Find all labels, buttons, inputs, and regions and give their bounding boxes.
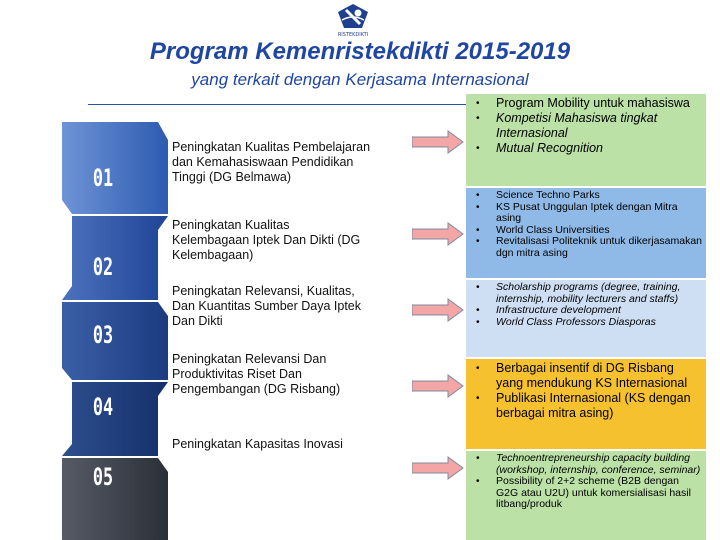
list-item: • Technoentrepreneurship capacity building (workshop, internship, conference, seminar) <box>472 453 702 476</box>
list-item: • Scholarship programs (degree, training, internship, mobility lecturers and staffs) <box>472 282 702 305</box>
cooperation-box-05 <box>466 451 706 540</box>
list-item: • Possibility of 2+2 scheme (B2B dengan G2G atau U2U) untuk komersialisasi hasil litbang/produk <box>472 476 702 511</box>
program-text-05: Peningkatan Kapasitas Inovasi <box>172 437 343 451</box>
logo-caption: RISTEKDIKTI <box>337 32 369 38</box>
connector-arrow-icon <box>412 222 464 246</box>
connector-arrow-icon <box>412 456 464 480</box>
page-title: Program Kemenristekdikti 2015-2019 <box>149 38 571 65</box>
program-number-02: 02 <box>92 253 114 281</box>
connector-arrow-icon <box>412 374 464 398</box>
cooperation-box-01 <box>466 94 706 186</box>
program-number-05: 05 <box>92 463 114 491</box>
page-subtitle: yang terkait dengan Kerjasama Internasional <box>191 70 529 89</box>
program-text-03: Peningkatan Relevansi, Kualitas, Dan Kuantitas Sumber Daya Iptek Dan Dikti <box>172 284 361 328</box>
list-item: • Science Techno Parks <box>472 190 702 202</box>
list-item: • Publikasi Internasional (KS dengan berbagai mitra asing) <box>472 391 702 421</box>
list-item: • World Class Professors Diasporas <box>472 317 702 329</box>
program-text-04: Peningkatan Relevansi Dan Produktivitas Riset Dan Pengembangan (DG Risbang) <box>172 352 341 396</box>
connector-arrow-icon <box>412 130 464 154</box>
program-text-02: Peningkatan Kualitas Kelembagaan Iptek Dan Dikti (DG Kelembagaan) <box>172 218 361 262</box>
cooperation-box-04 <box>466 359 706 449</box>
program-number-04: 04 <box>92 393 114 421</box>
list-item: • Infrastructure development <box>472 305 702 317</box>
list-item: • Mutual Recognition <box>472 141 702 156</box>
list-item: • Kompetisi Mahasiswa tingkat Internasional <box>472 111 702 141</box>
program-text-01: Peningkatan Kualitas Pembelajaran dan Kemahasiswaan Pendidikan Tinggi (DG Belmawa) <box>172 140 371 184</box>
list-item: • Program Mobility untuk mahasiswa <box>472 96 702 111</box>
list-item: • World Class Universities <box>472 225 702 237</box>
cooperation-box-03 <box>466 280 706 357</box>
list-item: • Revitalisasi Politeknik untuk dikerjasamakan dgn mitra asing <box>472 236 702 259</box>
program-number-03: 03 <box>92 321 114 349</box>
connector-arrow-icon <box>412 298 464 322</box>
cooperation-box-02 <box>466 188 706 278</box>
list-item: • Berbagai insentif di DG Risbang yang mendukung KS Internasional <box>472 361 702 391</box>
program-number-01: 01 <box>92 164 114 192</box>
list-item: • KS Pusat Unggulan Iptek dengan Mitra asing <box>472 202 702 225</box>
title-divider <box>88 104 472 105</box>
